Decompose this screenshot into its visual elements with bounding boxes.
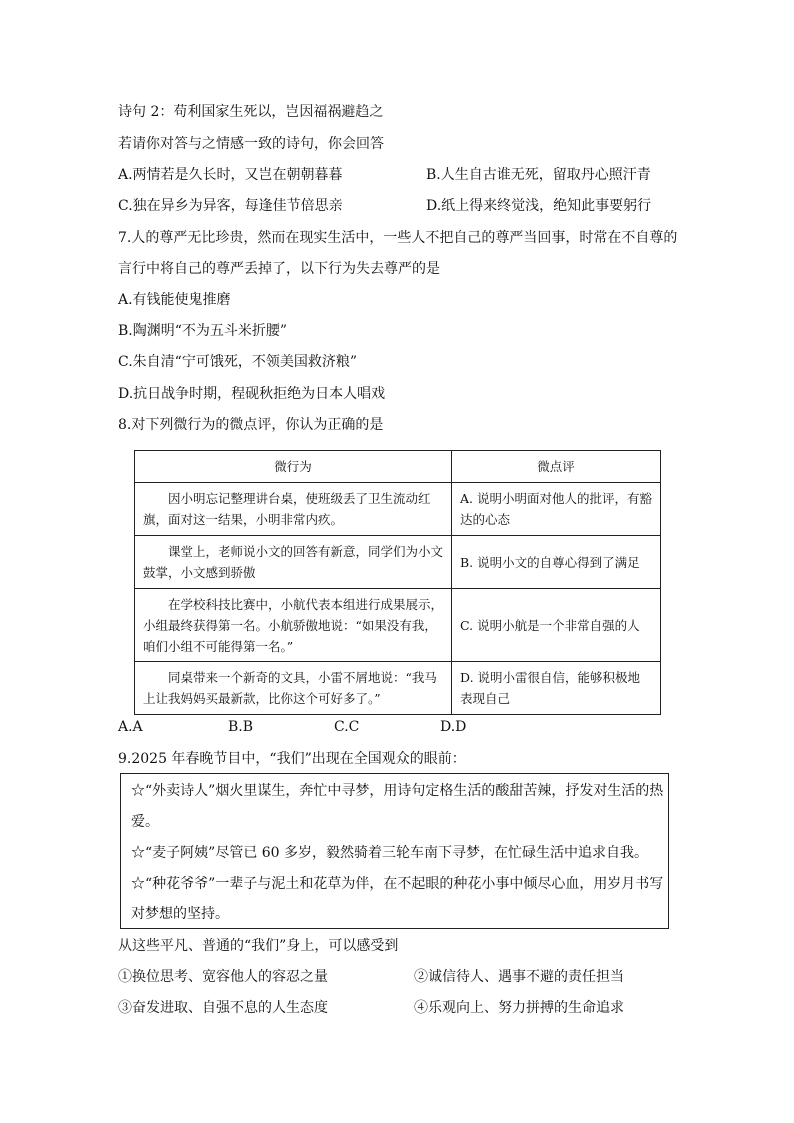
q6-option-a: A.两情若是久长时，又岂在朝朝暮暮 [118, 167, 343, 183]
poem-line-2: 诗句 2：苟利国家生死以，岂因福祸避趋之 [118, 104, 384, 120]
table-cell-behavior: 在学校科技比赛中，小航代表本组进行成果展示，小组最终获得第一名。小航骄傲地说：“如果没有我，咱们小组不可能得第一名。” [135, 589, 452, 662]
material-line: ☆“外卖诗人”烟火里谋生，奔忙中寻梦，用诗句定格生活的酸甜苦辣，抒发对生活的热 [131, 783, 664, 799]
material-line: 对梦想的坚持。 [131, 906, 229, 922]
table-row [135, 589, 661, 662]
table-row [135, 662, 661, 715]
q7-option-b: B.陶渊明“不为五斗米折腰” [118, 323, 288, 339]
q8-option-b: B.B [228, 719, 254, 735]
q6-option-d: D.纸上得来终觉浅，绝知此事要躬行 [426, 198, 652, 214]
q8-option-d: D.D [440, 719, 467, 735]
material-line: ☆“种花爷爷”一辈子与泥土和花草为伴，在不起眼的种花小事中倾尽心血，用岁月书写 [131, 876, 664, 892]
q9-item-3: ③奋发进取、自强不息的人生态度 [118, 1000, 328, 1016]
table-cell-behavior: 同桌带来一个新奇的文具，小雷不屑地说：“我马上让我妈妈买最新款，比你这个可好多了。” [135, 662, 452, 715]
q7-stem-line-1: 7.人的尊严无比珍贵，然而在现实生活中，一些人不把自己的尊严当回事，时常在不自尊的 [118, 230, 678, 246]
material-line: ☆“麦子阿姨”尽管已 60 多岁，毅然骑着三轮车南下寻梦，在忙碌生活中追求自我。 [131, 845, 649, 861]
table-cell-behavior: 因小明忘记整理讲台桌，使班级丢了卫生流动红旗，面对这一结果，小明非常内疚。 [135, 483, 452, 536]
q7-option-c: C.朱自清“宁可饿死，不领美国救济粮” [118, 354, 357, 370]
q9-item-1: ①换位思考、宽容他人的容忍之量 [118, 969, 328, 985]
q7-option-d: D.抗日战争时期，程砚秋拒绝为日本人唱戏 [118, 386, 386, 402]
material-line: 爱。 [131, 814, 159, 830]
q8-option-a: A.A [118, 719, 143, 735]
table-row [135, 536, 661, 589]
q8-option-c: C.C [334, 719, 360, 735]
q7-option-a: A.有钱能使鬼推磨 [118, 292, 231, 308]
table-cell-comment: D. 说明小雷很自信，能够积极地表现自己 [452, 662, 661, 715]
q7-stem-line-2: 言行中将自己的尊严丢掉了，以下行为失去尊严的是 [118, 261, 440, 277]
q8-stem: 8.对下列微行为的微点评，你认为正确的是 [118, 417, 384, 433]
table-cell-comment: B. 说明小文的自尊心得到了满足 [452, 536, 661, 589]
micro-behavior-table [134, 450, 661, 715]
q9-item-4: ④乐观向上、努力拼搏的生命追求 [414, 1000, 624, 1016]
q6-option-c: C.独在异乡为异客，每逢佳节倍思亲 [118, 198, 343, 214]
table-cell-comment: A. 说明小明面对他人的批评，有豁达的心态 [452, 483, 661, 536]
table-header-behavior: 微行为 [135, 451, 452, 483]
q9-stem: 9.2025 年春晚节目中，“我们”出现在全国观众的眼前： [118, 751, 466, 767]
q6-stem: 若请你对答与之情感一致的诗句，你会回答 [118, 136, 384, 152]
q9-material-box [120, 773, 669, 929]
q9-question: 从这些平凡、普通的“我们”身上，可以感受到 [118, 938, 399, 954]
table-header-comment: 微点评 [452, 451, 661, 483]
q9-item-2: ②诚信待人、遇事不避的责任担当 [414, 969, 624, 985]
table-cell-behavior: 课堂上，老师说小文的回答有新意，同学们为小文鼓掌，小文感到骄傲 [135, 536, 452, 589]
q6-option-b: B.人生自古谁无死，留取丹心照汗青 [426, 167, 651, 183]
table-row [135, 483, 661, 536]
table-cell-comment: C. 说明小航是一个非常自强的人 [452, 589, 661, 662]
